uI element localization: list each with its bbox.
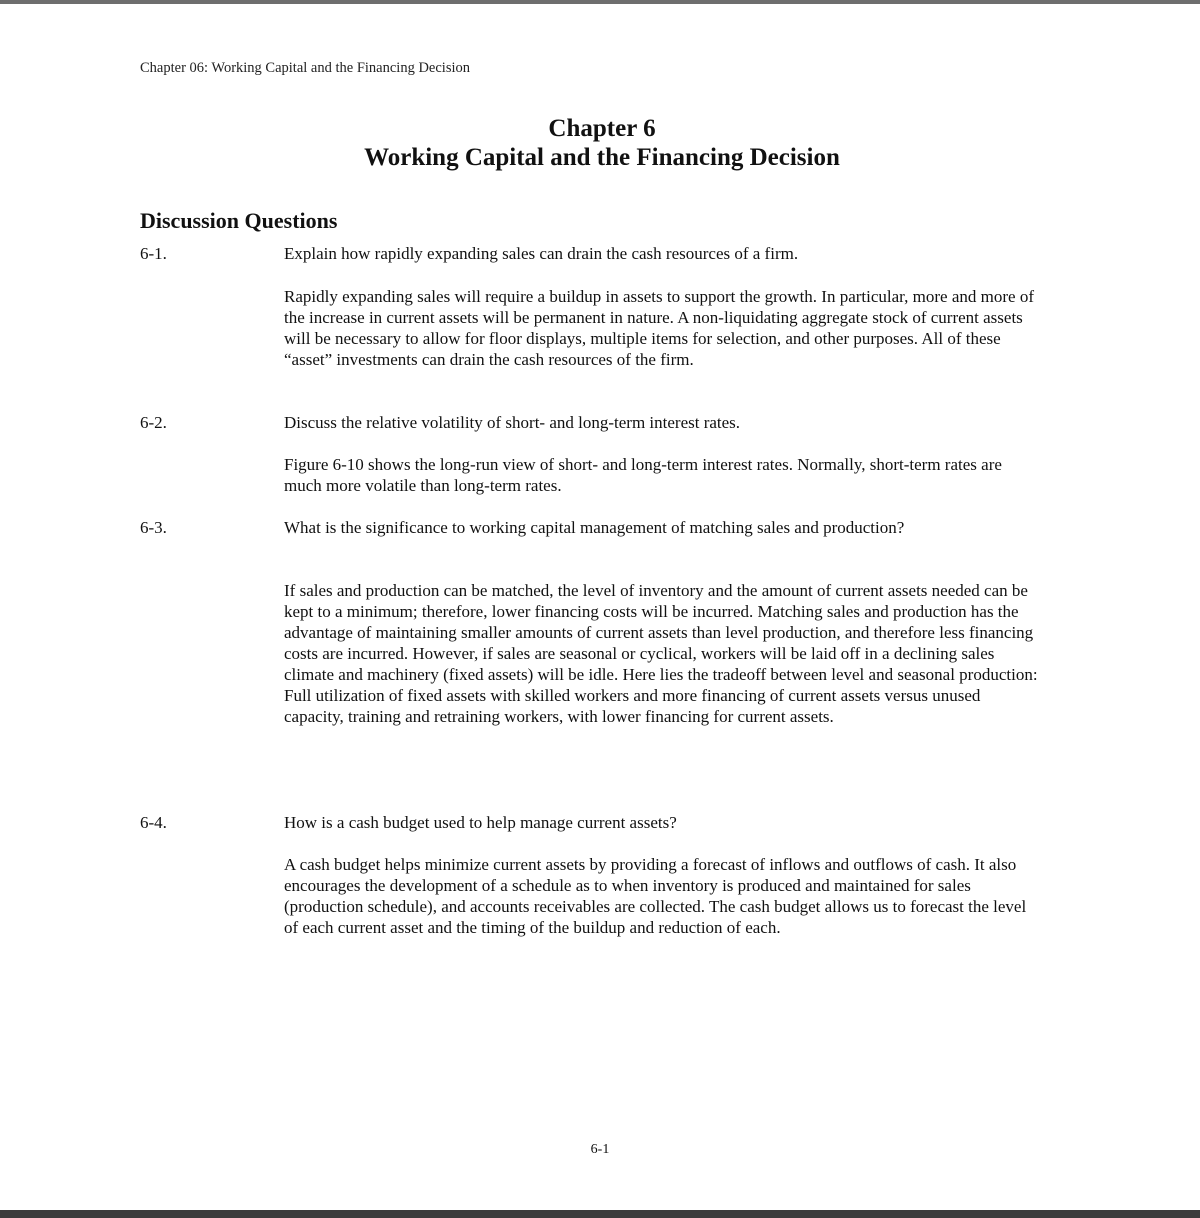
chapter-title [0,114,1200,172]
question-text: How is a cash budget used to help manage current assets? [284,813,677,832]
page-top-border [0,0,1200,4]
page-bottom-border [0,1210,1200,1218]
question-text: Explain how rapidly expanding sales can drain the cash resources of a firm. [284,244,799,263]
question-text: What is the significance to working capital management of matching sales and production? [284,518,905,537]
chapter-title-line-1: Chapter 6 [548,115,656,142]
running-header: Chapter 06: Working Capital and the Financing Decision [140,60,470,76]
answer-text: Rapidly expanding sales will require a buildup in assets to support the growth. In particular, more and more of the increase in current assets will be permanent in nature. A non-liquidating aggregate stock of current assets will be necessary to allow for floor displays, multiple items for selection, and other purposes. All of these “asset” investments can drain the cash resources of the firm. [284,287,1034,369]
question-number: 6-4. [140,813,167,832]
question-number: 6-1. [140,244,167,263]
question-text: Discuss the relative volatility of short- and long-term interest rates. [284,413,741,432]
answer-text: A cash budget helps minimize current assets by providing a forecast of inflows and outflows of cash. It also encourages the development of a schedule as to when inventory is produced and maintained for sales (production schedule), and accounts receivables are collected. The cash budget allows us to forecast the level of each current asset and the timing of the buildup and reduction of each. [284,855,1027,937]
answer-text: If sales and production can be matched, the level of inventory and the amount of current assets needed can be kept to a minimum; therefore, lower financing costs will be incurred. Matching sales and production has the advantage of maintaining smaller amounts of current assets than level production, and therefore less financing costs are incurred. However, if sales are seasonal or cyclical, workers will be laid off in a declining sales climate and machinery (fixed assets) will be idle. Here lies the tradeoff between level and seasonal production: Full utilization of fixed assets with skilled workers and more financing of current assets versus unused capacity, training and retraining workers, with lower financing for current assets. [284,581,1038,726]
chapter-title-line-2: Working Capital and the Financing Decision [364,144,840,171]
answer-text: Figure 6-10 shows the long-run view of short- and long-term interest rates. Normally, short-term rates are much more volatile than long-term rates. [284,455,1002,495]
question-number: 6-3. [140,518,167,537]
page-number: 6-1 [590,1142,610,1157]
question-number: 6-2. [140,413,167,432]
section-heading: Discussion Questions [140,208,338,233]
